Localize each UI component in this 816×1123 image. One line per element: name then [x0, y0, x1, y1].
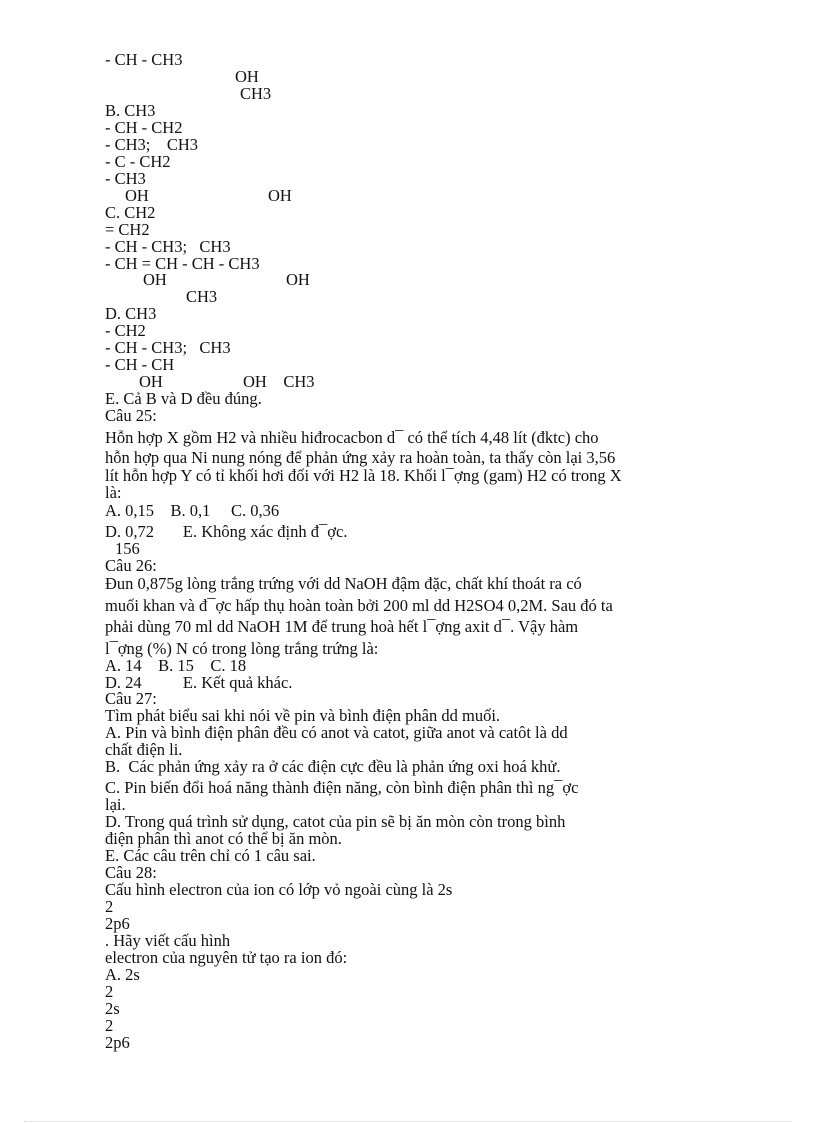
text-line: - CH3	[105, 169, 146, 188]
text-line: OH	[143, 270, 167, 289]
question-heading: Câu 28:	[105, 863, 157, 882]
text-line: Cấu hình electron của ion có lớp vỏ ngoài cùng là 2s	[105, 880, 453, 899]
text-line: OH	[286, 270, 310, 289]
text-line: D. CH3	[105, 304, 157, 323]
text-line: electron của nguyên tử tạo ra ion đó:	[105, 948, 348, 967]
page-number: 156	[115, 539, 140, 558]
text-line: lại.	[105, 795, 126, 814]
text-line: - CH = CH - CH - CH3	[105, 254, 260, 273]
text-line: - CH3; CH3	[105, 135, 199, 154]
text-line: muối khan và đ¯ợc hấp thụ hoàn toàn bởi 200 ml dd H2SO4 0,2M. Sau đó ta	[105, 596, 613, 615]
text-line: = CH2	[105, 220, 150, 239]
text-line: - CH - CH3; CH3	[105, 237, 231, 256]
text-line: CH3	[240, 84, 272, 103]
text-line: là:	[105, 483, 122, 502]
text-line: điện phân thì anot có thể bị ăn mòn.	[105, 829, 342, 848]
text-line: - CH - CH2	[105, 118, 183, 137]
text-line: 2p6	[105, 914, 130, 933]
text-line: D. Trong quá trình sử dụng, catot của pin sẽ bị ăn mòn còn trong bình	[105, 812, 566, 831]
text-line: OH CH3	[243, 372, 315, 391]
text-line: C. Pin biến đổi hoá năng thành điện năng, còn bình điện phân thì ng¯ợc	[105, 778, 579, 797]
text-line: - CH - CH	[105, 355, 175, 374]
answer-options: D. 24 E. Kết quả khác.	[105, 673, 293, 692]
question-heading: Câu 27:	[105, 689, 157, 708]
answer-options: D. 0,72 E. Không xác định đ¯ợc.	[105, 522, 348, 541]
text-line: B. CH3	[105, 101, 156, 120]
text-line: - C - CH2	[105, 152, 171, 171]
text-line: phải dùng 70 ml dd NaOH 1M để trung hoà hết l¯ợng axit d¯. Vậy hàm	[105, 617, 579, 636]
text-line: 2p6	[105, 1033, 130, 1052]
text-line: - CH - CH3	[105, 50, 183, 69]
question-heading: Câu 25:	[105, 406, 157, 425]
answer-options: A. 14 B. 15 C. 18	[105, 656, 247, 675]
text-line: 2	[105, 982, 114, 1001]
text-line: - CH - CH3; CH3	[105, 338, 231, 357]
text-line: A. Pin và bình điện phân đều có anot và catot, giữa anot và catôt là dd	[105, 723, 568, 742]
text-line: E. Các câu trên chỉ có 1 câu sai.	[105, 846, 316, 865]
answer-option: A. 2s	[105, 965, 140, 984]
text-line: OH	[268, 186, 292, 205]
text-line: chất điện li.	[105, 740, 183, 759]
text-line: CH3	[186, 287, 218, 306]
answer-options: A. 0,15 B. 0,1 C. 0,36	[105, 501, 280, 520]
text-line: OH	[139, 372, 163, 391]
text-line: - CH2	[105, 321, 146, 340]
page-bottom-divider	[24, 1121, 792, 1122]
text-line: 2	[105, 897, 114, 916]
text-line: 2	[105, 1016, 114, 1035]
text-line: l¯ợng (%) N có trong lòng trắng trứng là:	[105, 639, 379, 658]
text-line: 2s	[105, 999, 120, 1018]
text-line: OH	[235, 67, 259, 86]
text-line: . Hãy viết cấu hình	[105, 931, 231, 950]
text-line: lít hỗn hợp Y có tỉ khối hơi đối với H2 là 18. Khối l¯ợng (gam) H2 có trong X	[105, 466, 622, 485]
text-line: C. CH2	[105, 203, 156, 222]
text-line: Đun 0,875g lòng trắng trứng với dd NaOH đậm đặc, chất khí thoát ra có	[105, 574, 582, 593]
text-line: E. Cả B và D đều đúng.	[105, 389, 262, 408]
text-line: Tìm phát biểu sai khi nói về pin và bình điện phân dd muối.	[105, 706, 501, 725]
question-heading: Câu 26:	[105, 556, 157, 575]
text-line: B. Các phản ứng xảy ra ở các điện cực đều là phản ứng oxi hoá khử.	[105, 757, 561, 776]
text-line: Hỗn hợp X gồm H2 và nhiều hiđrocacbon d¯ có thể tích 4,48 lít (đktc) cho	[105, 428, 599, 447]
text-line: OH	[125, 186, 149, 205]
text-line: hỗn hợp qua Ni nung nóng để phản ứng xảy ra hoàn toàn, ta thấy còn lại 3,56	[105, 448, 616, 467]
